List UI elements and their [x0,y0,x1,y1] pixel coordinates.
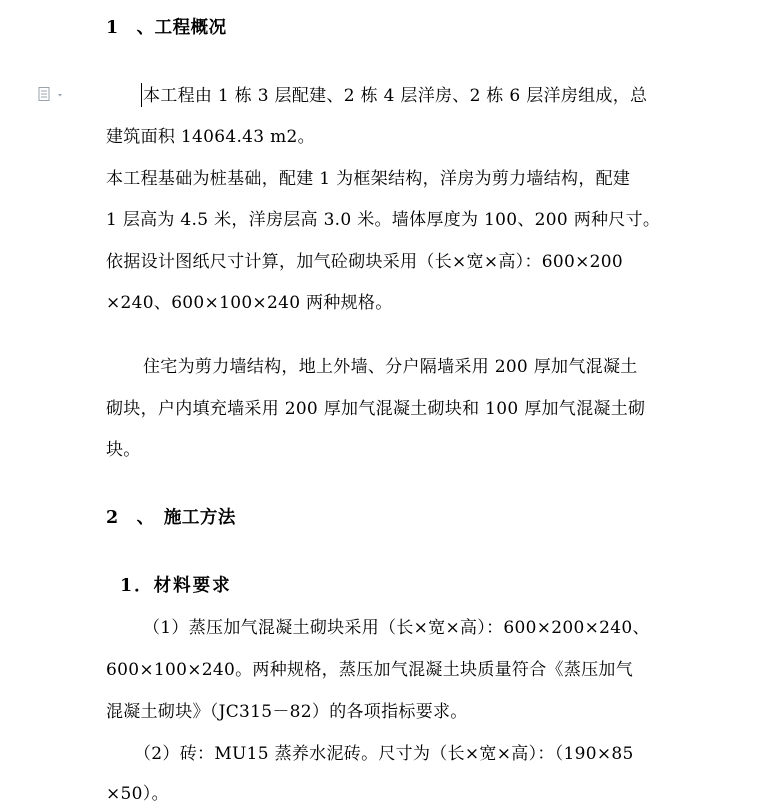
paragraph-line: 1 层高为 4.5 米，洋房层高 3.0 米。墙体厚度为 100、200 两种尺寸。 [106,210,661,230]
paragraph-layout-icon[interactable] [38,86,66,104]
paragraph-line: ×240、600×100×240 两种规格。 [106,293,393,313]
paragraph-line: （1）蒸压加气混凝土砌块采用（长×宽×高）：600×200×240、 [143,618,650,638]
paragraph-line: （2）砖：MU15 蒸养水泥砖。尺寸为（长×宽×高）：（190×85 [134,744,634,764]
paragraph-line: 住宅为剪力墙结构，地上外墙、分户隔墙采用 200 厚加气混凝土 [143,357,638,377]
paragraph-line: 混凝土砌块》（JC315－82）的各项指标要求。 [106,702,468,722]
section-heading-1: 1 、工程概况 [106,18,227,38]
paragraph-line: 建筑面积 14064.43 m2。 [106,127,315,147]
paragraph-line: 本工程基础为桩基础，配建 1 为框架结构，洋房为剪力墙结构，配建 [106,169,631,189]
paragraph-line: 600×100×240。两种规格，蒸压加气混凝土块质量符合《蒸压加气 [106,660,634,680]
subsection-heading: 1．材料要求 [120,576,232,596]
paragraph-line: ×50）。 [106,784,169,804]
paragraph-line: 本工程由 1 栋 3 层配建、2 栋 4 层洋房、2 栋 6 层洋房组成，总 [143,86,648,106]
text-cursor [141,83,142,107]
paragraph-line: 块。 [106,440,141,460]
paragraph-line: 依据设计图纸尺寸计算，加气砼砌块采用（长×宽×高）：600×200 [106,252,624,272]
paragraph-line: 砌块，户内填充墙采用 200 厚加气混凝土砌块和 100 厚加气混凝土砌 [106,399,646,419]
section-heading-2: 2 、 施工方法 [106,508,236,528]
